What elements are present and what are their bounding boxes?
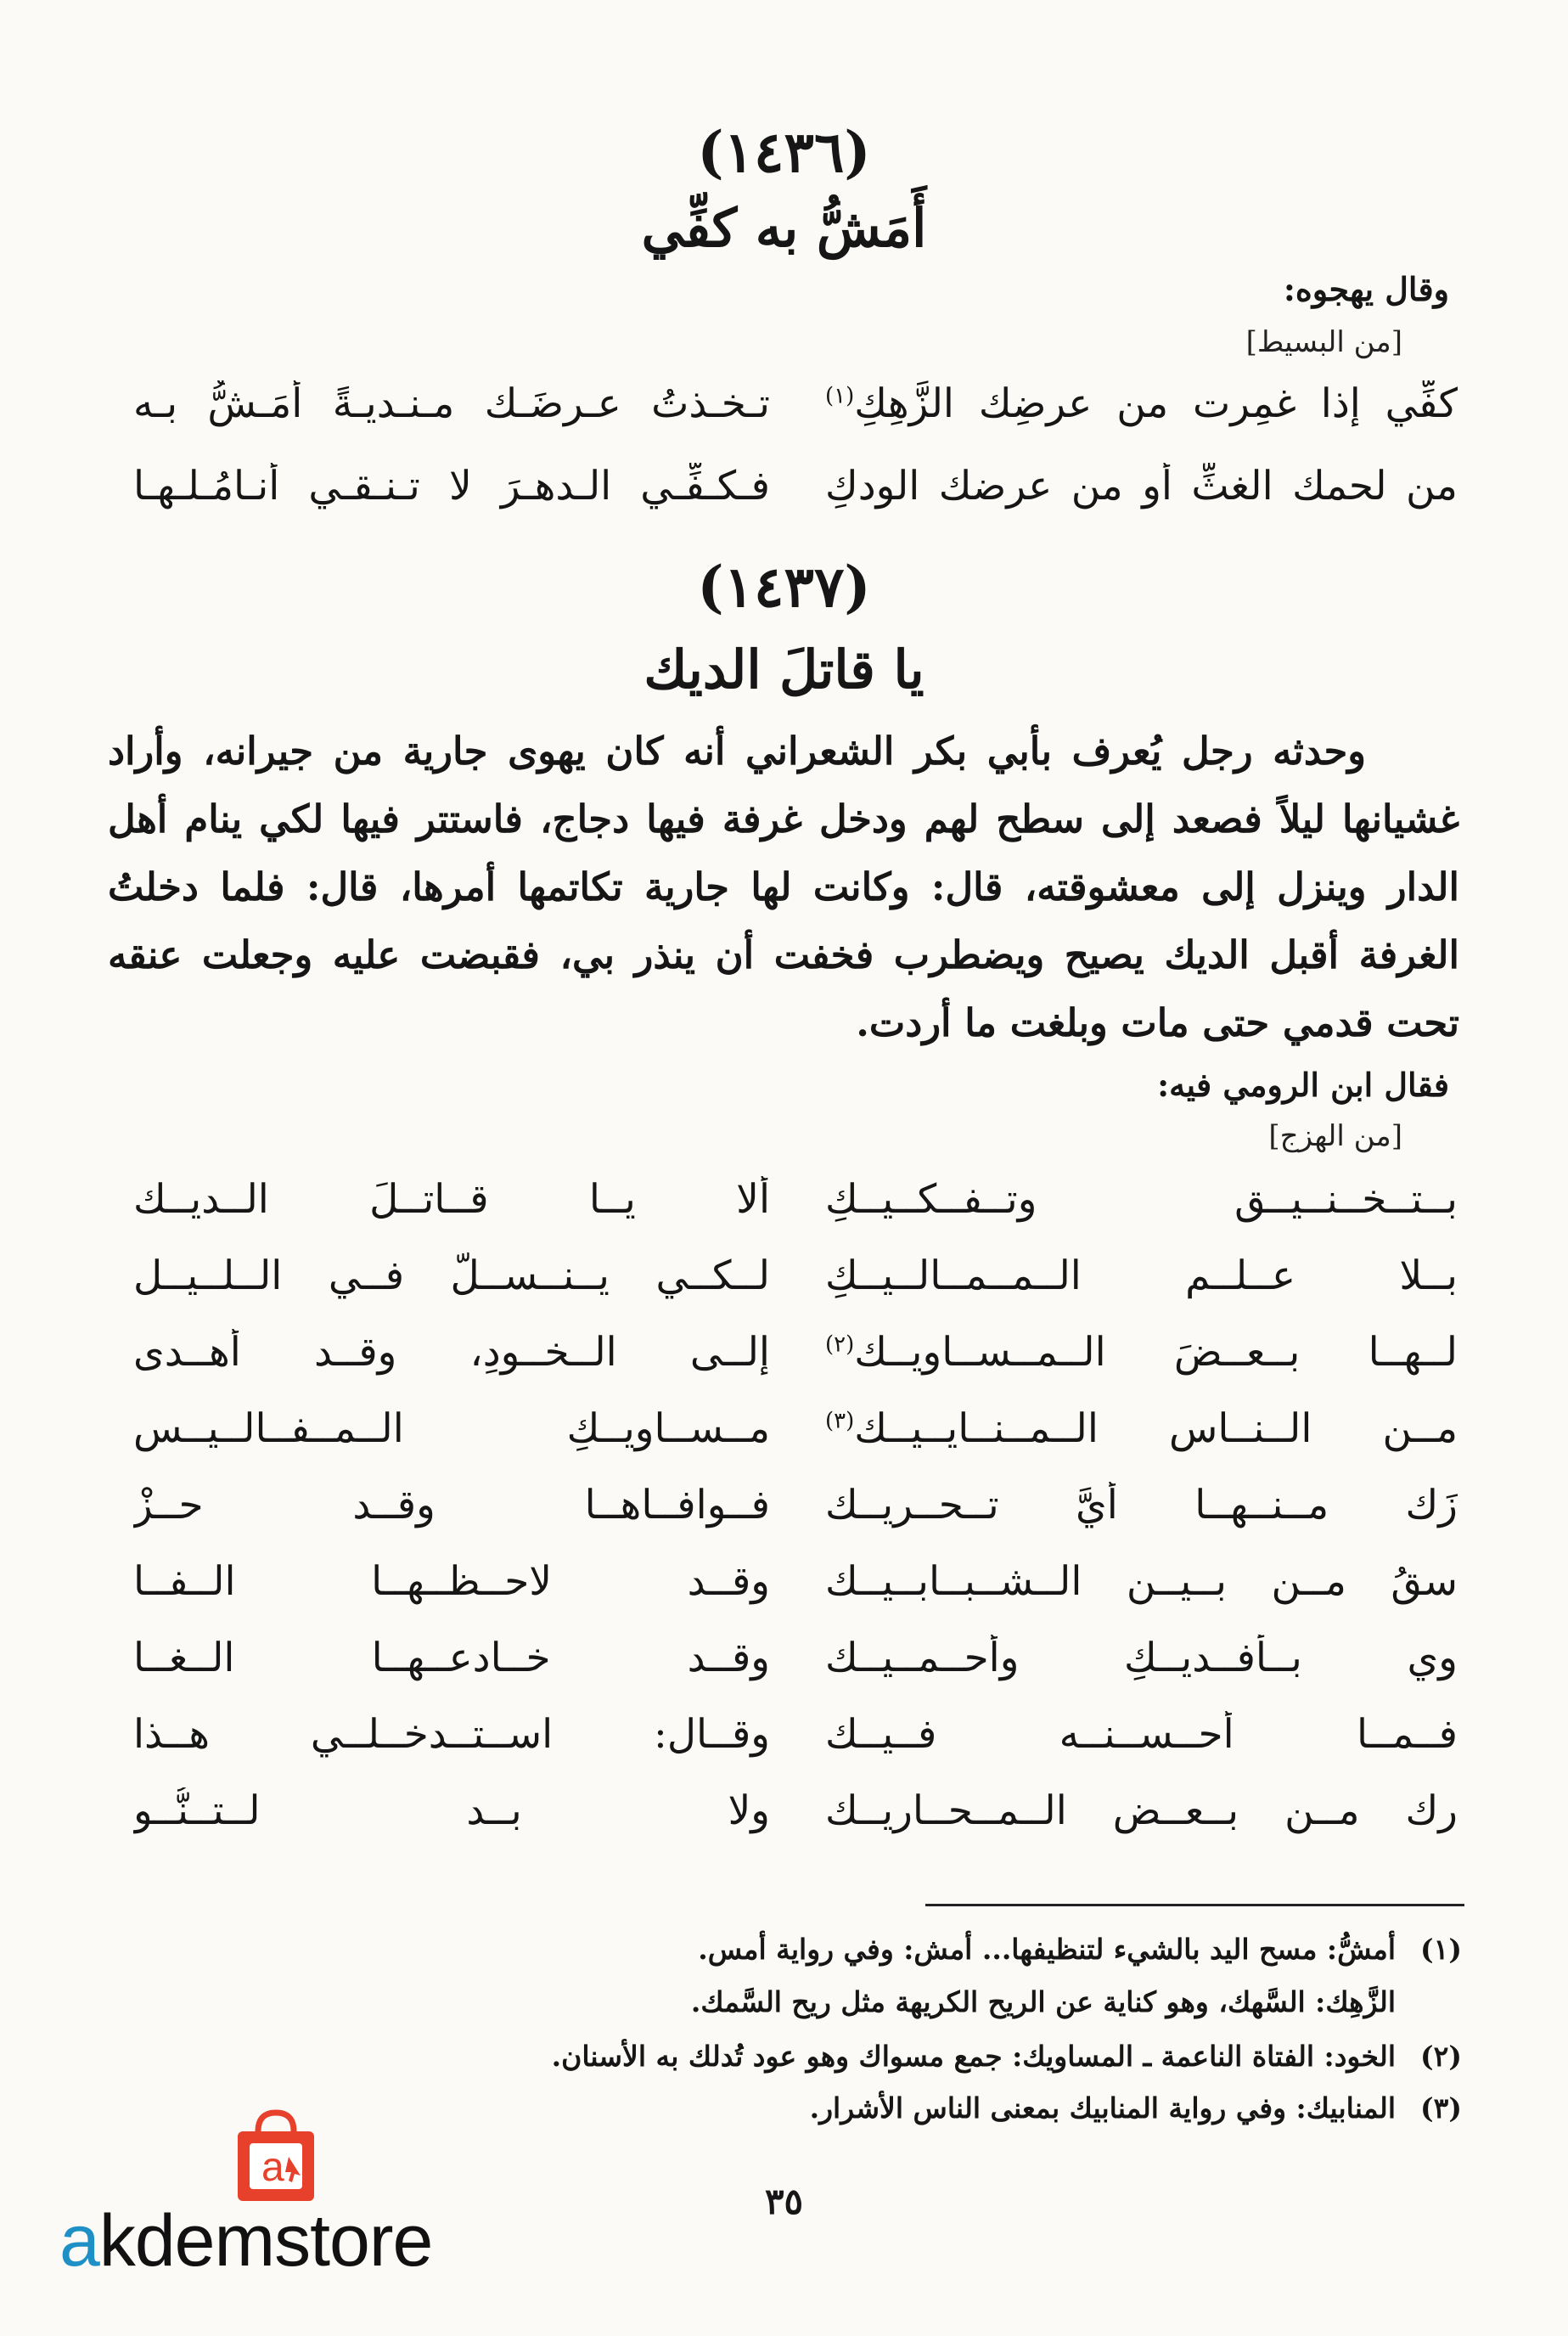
footnote [698,1933,1462,1966]
verse-first-hemistich: وقــد خــادعــهــا الــغــا [133,1635,770,1681]
verse-second-hemistich: بــلا عــلــم الــمــمــالــيــكِ [825,1252,1458,1299]
footnote [552,2040,1462,2073]
verse-second-hemistich: سقُ مــن بــيــن الــشــبــابــيــك [825,1558,1458,1605]
poem-number: (١٤٣٦) [697,119,871,185]
verse-line [0,1252,1568,1312]
footnote-marker: (١) [825,383,855,409]
verse-first-hemistich: لــكــي يــنــســلَّ فــي الــلــيــل [133,1252,770,1299]
verse-first-hemistich: فـكـفِّـي الـدهـرَ لا تـنـقـي أنـامُـلـهـا [133,463,770,509]
wordmark-rest: kdemstore [98,2200,433,2282]
verse-second-hemistich: زَك مــنــهــا أيَّ تــحــريــك [825,1482,1458,1528]
footnote-text: المنابيك: وفي رواية المنابيك بمعنى الناس الأشرار. [809,2091,1396,2125]
verse-line [0,1482,1568,1541]
poem-meter: [من الهزج] [1268,1119,1402,1153]
verse-second-hemistich: بــتــخــنــيــق وتــفــكــيــكِ [825,1176,1458,1223]
verse-line [0,380,1568,440]
verse-first-hemistich: وقــد لاحــظــهــا الــفــا [133,1558,770,1605]
prose-paragraph: وحدثه رجل يُعرف بأبي بكر الشعراني أنه كان يهوى جارية من جيرانه، وأراد غشيانها ليلاً فصعد إلى سطح لهم ودخل غرفة فيها دجاج، فاستتر فيها لكي ينام أهل الدار وينزل إلى معشوقته، قال: وكانت لها جارية تكاتمها أمرها، قال: فلما دخلتُ الغرفة أقبل الديك يصيح ويضطرب فخفت أن ينذر بي، فقبضت عليه وجعلت عنقه تحت قدمي حتى مات وبلغت ما أردت. [108,729,1459,1045]
verse-second-hemistich [825,380,1458,427]
verse-line [0,1405,1568,1465]
verse-first-hemistich: فــوافــاهــا وقــد حــزْ [133,1482,770,1528]
wordmark-accent: a [59,2200,99,2282]
verse-first-hemistich: مــســاويــكِ الــمــفــالــيــس [133,1405,770,1452]
page-number: ٣٥ [764,2181,804,2222]
verse-line [0,1329,1568,1388]
verse-first-hemistich: تـخـذتُ عـرضَـك مـنـديـةً أَمَـشُّ بـه [133,380,770,427]
footnote-text: الزَّهِك: السَّهك، وهو كناية عن الريح الكريهة مثل ريح السَّمك. [690,1985,1396,2018]
footnote-text: أمشُّ: مسح اليد بالشيء لتنظيفها... أمش: وفي رواية أمس. [698,1933,1396,1966]
verse-text: مــن الــنــاس الــمــنــايــيــك [854,1405,1458,1452]
verse-line [0,1558,1568,1618]
footnote-mark: (٢) [1420,2040,1462,2073]
footnote-text: الخود: الفتاة الناعمة ـ المساويك: جمع مسواك وهو عود تُدلك به الأسنان. [551,2040,1396,2073]
poem-meter: [من البسيط] [1245,325,1402,359]
verse-second-hemistich: رك مــن بــعــض الــمــحــاريــك [825,1787,1458,1834]
footnote [691,1985,1396,2018]
verse-text: كفِّي إذا غمِرت من عرضِك الزَّهِكِ [854,380,1458,427]
footnote-mark: (٣) [1420,2091,1462,2125]
svg-text:a: a [261,2145,284,2190]
verse-first-hemistich: ألا يــا قــاتــلَ الــديــك [133,1176,770,1223]
verse-second-hemistich: وي بــأفــديــكِ وأُحــمــيــك [825,1635,1458,1681]
verse-line [0,1635,1568,1694]
verse-first-hemistich: وقــال: اســتــدخــلــي هــذا [133,1711,770,1758]
verse-line [0,1787,1568,1847]
footnote-marker: (٢) [825,1331,855,1358]
verse-first-hemistich: إلــى الــخــودِ، وقــد أهــدى [133,1329,770,1376]
poem-intro: فقال ابن الرومي فيه: [1157,1066,1449,1104]
footnote-divider [925,1904,1464,1906]
shopping-bag-icon [229,2106,323,2208]
verse-line [0,463,1568,522]
poem-title: يا قاتلَ الديك [643,639,925,701]
store-logo [59,2106,535,2282]
footnote [810,2091,1462,2125]
verse-line [0,1711,1568,1770]
verse-line [0,1176,1568,1236]
verse-second-hemistich: فــمــا أحــســنــه فــيــك [825,1711,1458,1758]
verse-first-hemistich: ولا بــد لــتــنُّــو [133,1787,770,1834]
verse-second-hemistich [825,1329,1458,1376]
poem-number: (١٤٣٧) [697,554,871,620]
verse-second-hemistich: من لحمك الغثِّ أو من عرضك الودكِ [825,463,1458,509]
store-wordmark [59,2199,432,2283]
poem-title: أَمَشُّ به كفِّي [641,197,927,259]
footnote-marker: (٣) [825,1408,855,1434]
poem-intro: وقال يهجوه: [1283,270,1449,308]
verse-text: لــهــا بــعــضَ الــمــســاويــك [854,1329,1458,1376]
verse-second-hemistich [825,1405,1458,1452]
footnote-mark: (١) [1420,1933,1462,1966]
